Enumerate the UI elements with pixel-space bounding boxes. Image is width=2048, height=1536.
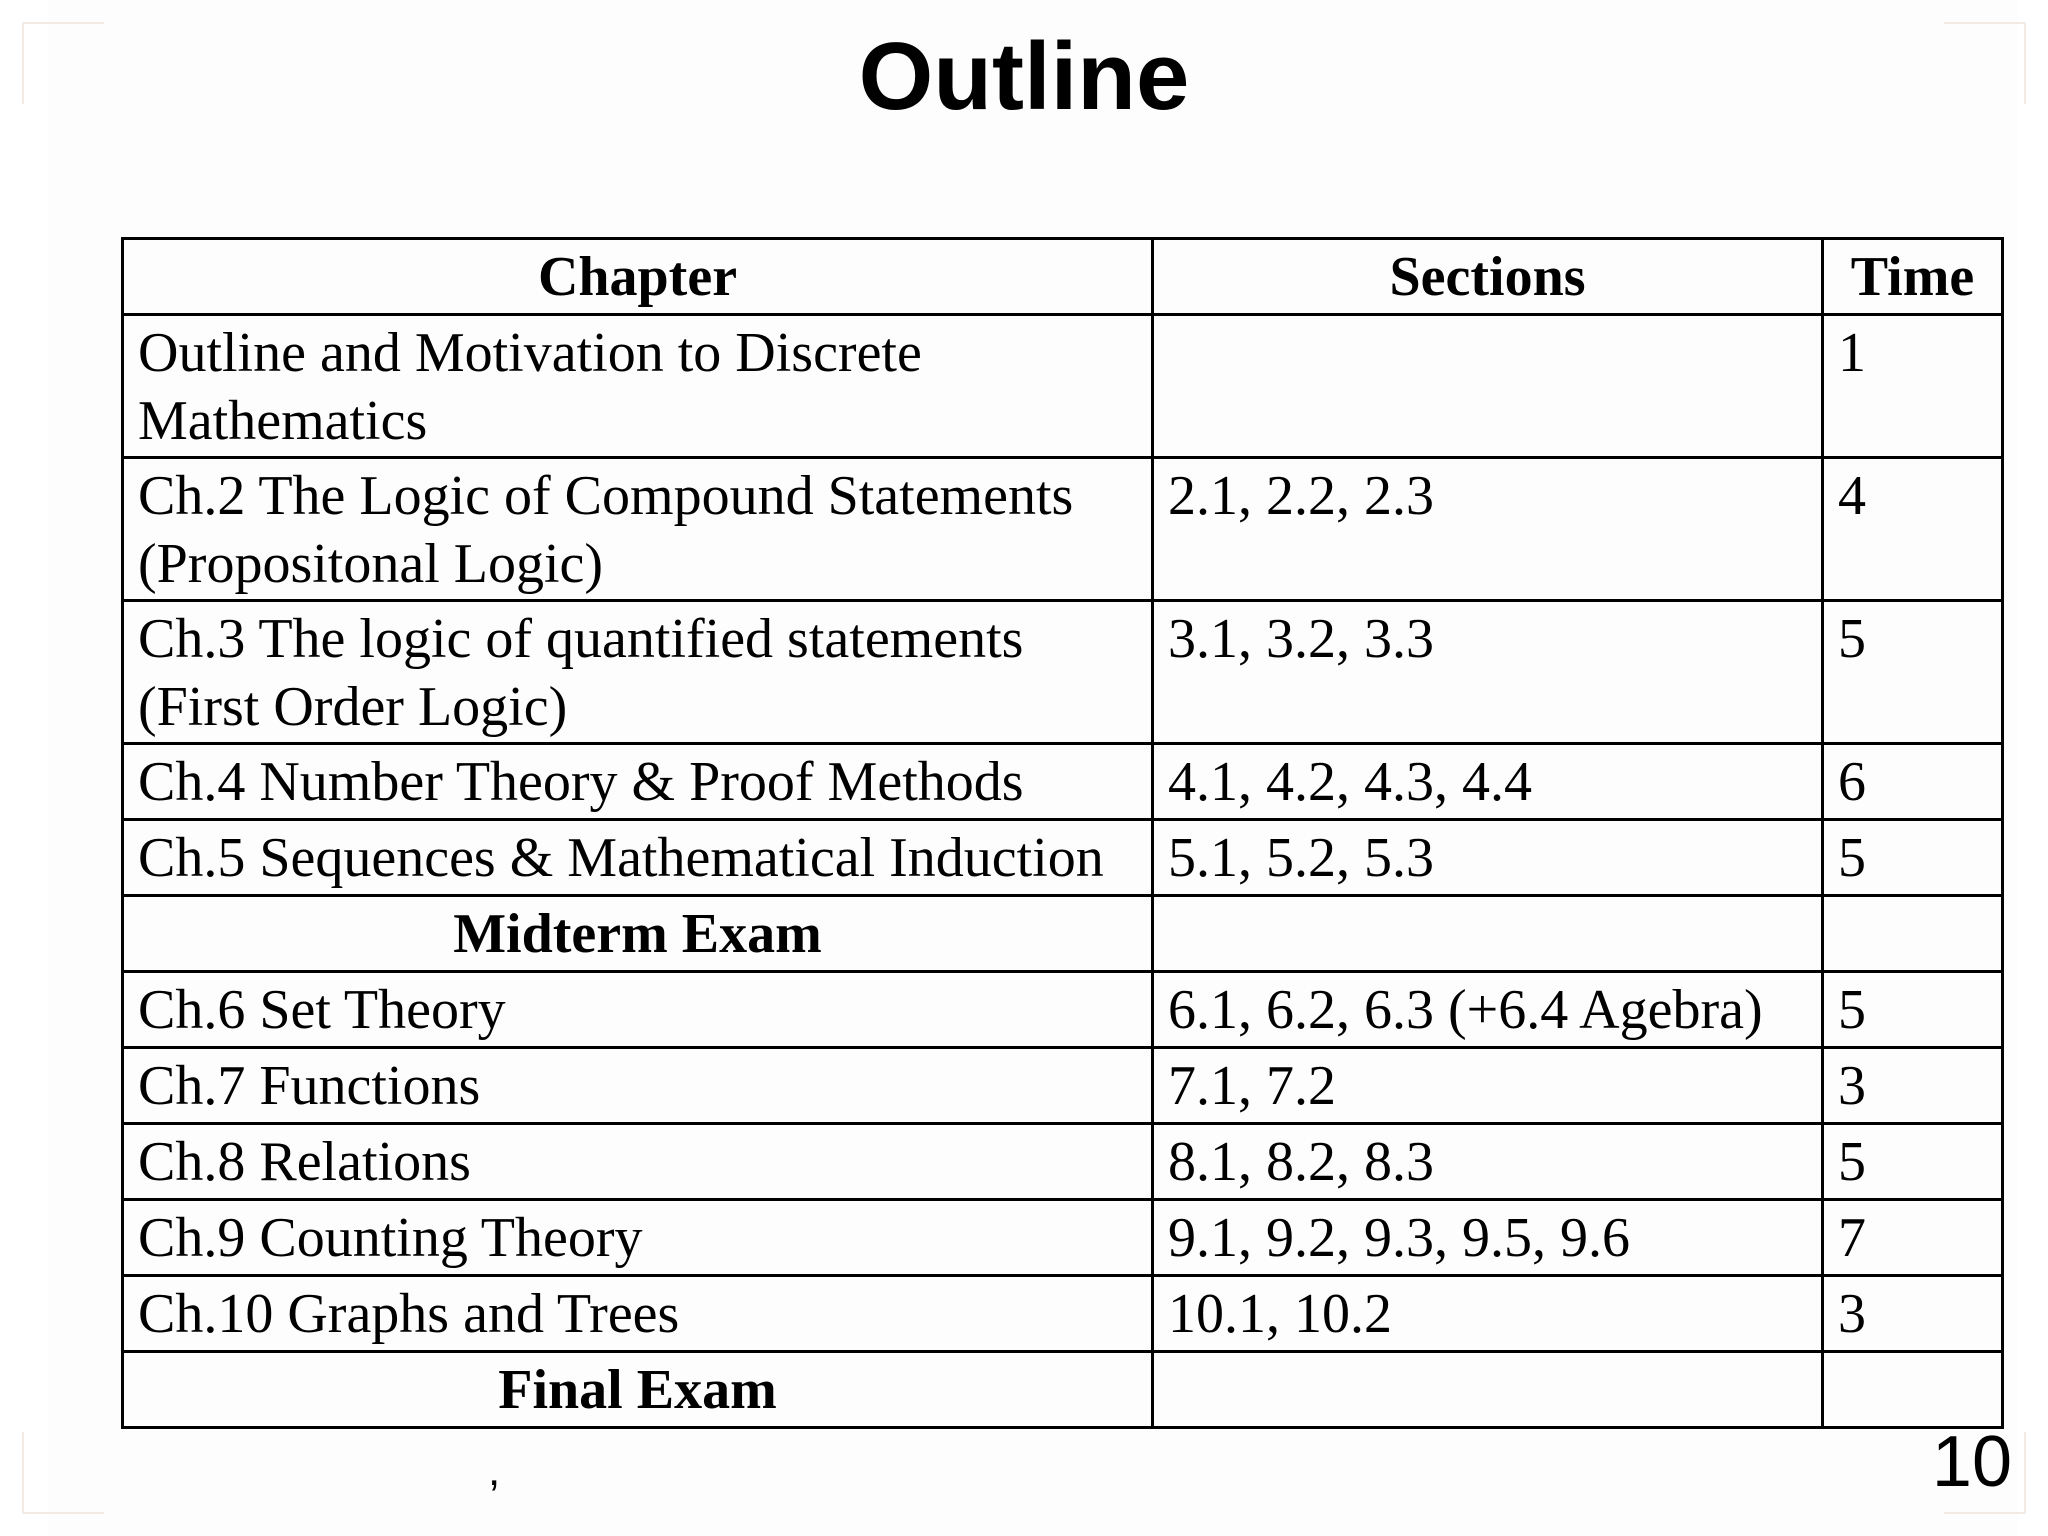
time-cell: 3 (1823, 1048, 2003, 1124)
sections-cell (1153, 315, 1823, 458)
table-row-final (123, 1352, 2003, 1428)
chapter-cell: Ch.7 Functions (123, 1048, 1153, 1124)
time-cell: 5 (1823, 601, 2003, 744)
sections-cell: 2.1, 2.2, 2.3 (1153, 458, 1823, 601)
sections-cell: 3.1, 3.2, 3.3 (1153, 601, 1823, 744)
time-cell: 1 (1823, 315, 2003, 458)
time-cell: 5 (1823, 1124, 2003, 1200)
table-row (123, 972, 2003, 1048)
sections-cell: 8.1, 8.2, 8.3 (1153, 1124, 1823, 1200)
chapter-cell: Ch.10 Graphs and Trees (123, 1276, 1153, 1352)
table-row (123, 601, 2003, 744)
footer-mark: , (488, 1446, 501, 1495)
time-cell: 4 (1823, 458, 2003, 601)
table-header-row (123, 239, 2003, 315)
sections-cell: 5.1, 5.2, 5.3 (1153, 820, 1823, 896)
sections-cell (1153, 1352, 1823, 1428)
sections-cell: 7.1, 7.2 (1153, 1048, 1823, 1124)
sections-cell: 9.1, 9.2, 9.3, 9.5, 9.6 (1153, 1200, 1823, 1276)
time-cell: 5 (1823, 972, 2003, 1048)
course-outline-table (121, 237, 2004, 1429)
chapter-cell: Ch.6 Set Theory (123, 972, 1153, 1048)
table-row (123, 1124, 2003, 1200)
corner-decoration-bottom-left (22, 1432, 104, 1514)
slide-title: Outline (858, 23, 1190, 130)
chapter-cell: Ch.3 The logic of quantified statements (First Order Logic) (123, 601, 1153, 744)
time-cell: 3 (1823, 1276, 2003, 1352)
final-exam-cell: Final Exam (123, 1352, 1153, 1428)
sections-cell (1153, 896, 1823, 972)
time-cell (1823, 896, 2003, 972)
table-row (123, 744, 2003, 820)
chapter-cell: Ch.5 Sequences & Mathematical Induction (123, 820, 1153, 896)
header-chapter: Chapter (123, 239, 1153, 315)
time-cell: 5 (1823, 820, 2003, 896)
header-sections: Sections (1153, 239, 1823, 315)
table-row (123, 1048, 2003, 1124)
sections-cell: 4.1, 4.2, 4.3, 4.4 (1153, 744, 1823, 820)
header-time: Time (1823, 239, 2003, 315)
table-row-midterm (123, 896, 2003, 972)
chapter-cell: Ch.8 Relations (123, 1124, 1153, 1200)
chapter-cell: Ch.4 Number Theory & Proof Methods (123, 744, 1153, 820)
chapter-cell: Outline and Motivation to Discrete Mathematics (123, 315, 1153, 458)
chapter-cell: Ch.2 The Logic of Compound Statements (Propositonal Logic) (123, 458, 1153, 601)
midterm-exam-cell: Midterm Exam (123, 896, 1153, 972)
sections-cell: 6.1, 6.2, 6.3 (+6.4 Agebra) (1153, 972, 1823, 1048)
table-row (123, 1200, 2003, 1276)
time-cell (1823, 1352, 2003, 1428)
time-cell: 6 (1823, 744, 2003, 820)
table-row (123, 820, 2003, 896)
page-number: 10 (1931, 1422, 2012, 1502)
table-row (123, 458, 2003, 601)
sections-cell: 10.1, 10.2 (1153, 1276, 1823, 1352)
table-row (123, 315, 2003, 458)
time-cell: 7 (1823, 1200, 2003, 1276)
chapter-cell: Ch.9 Counting Theory (123, 1200, 1153, 1276)
table-row (123, 1276, 2003, 1352)
